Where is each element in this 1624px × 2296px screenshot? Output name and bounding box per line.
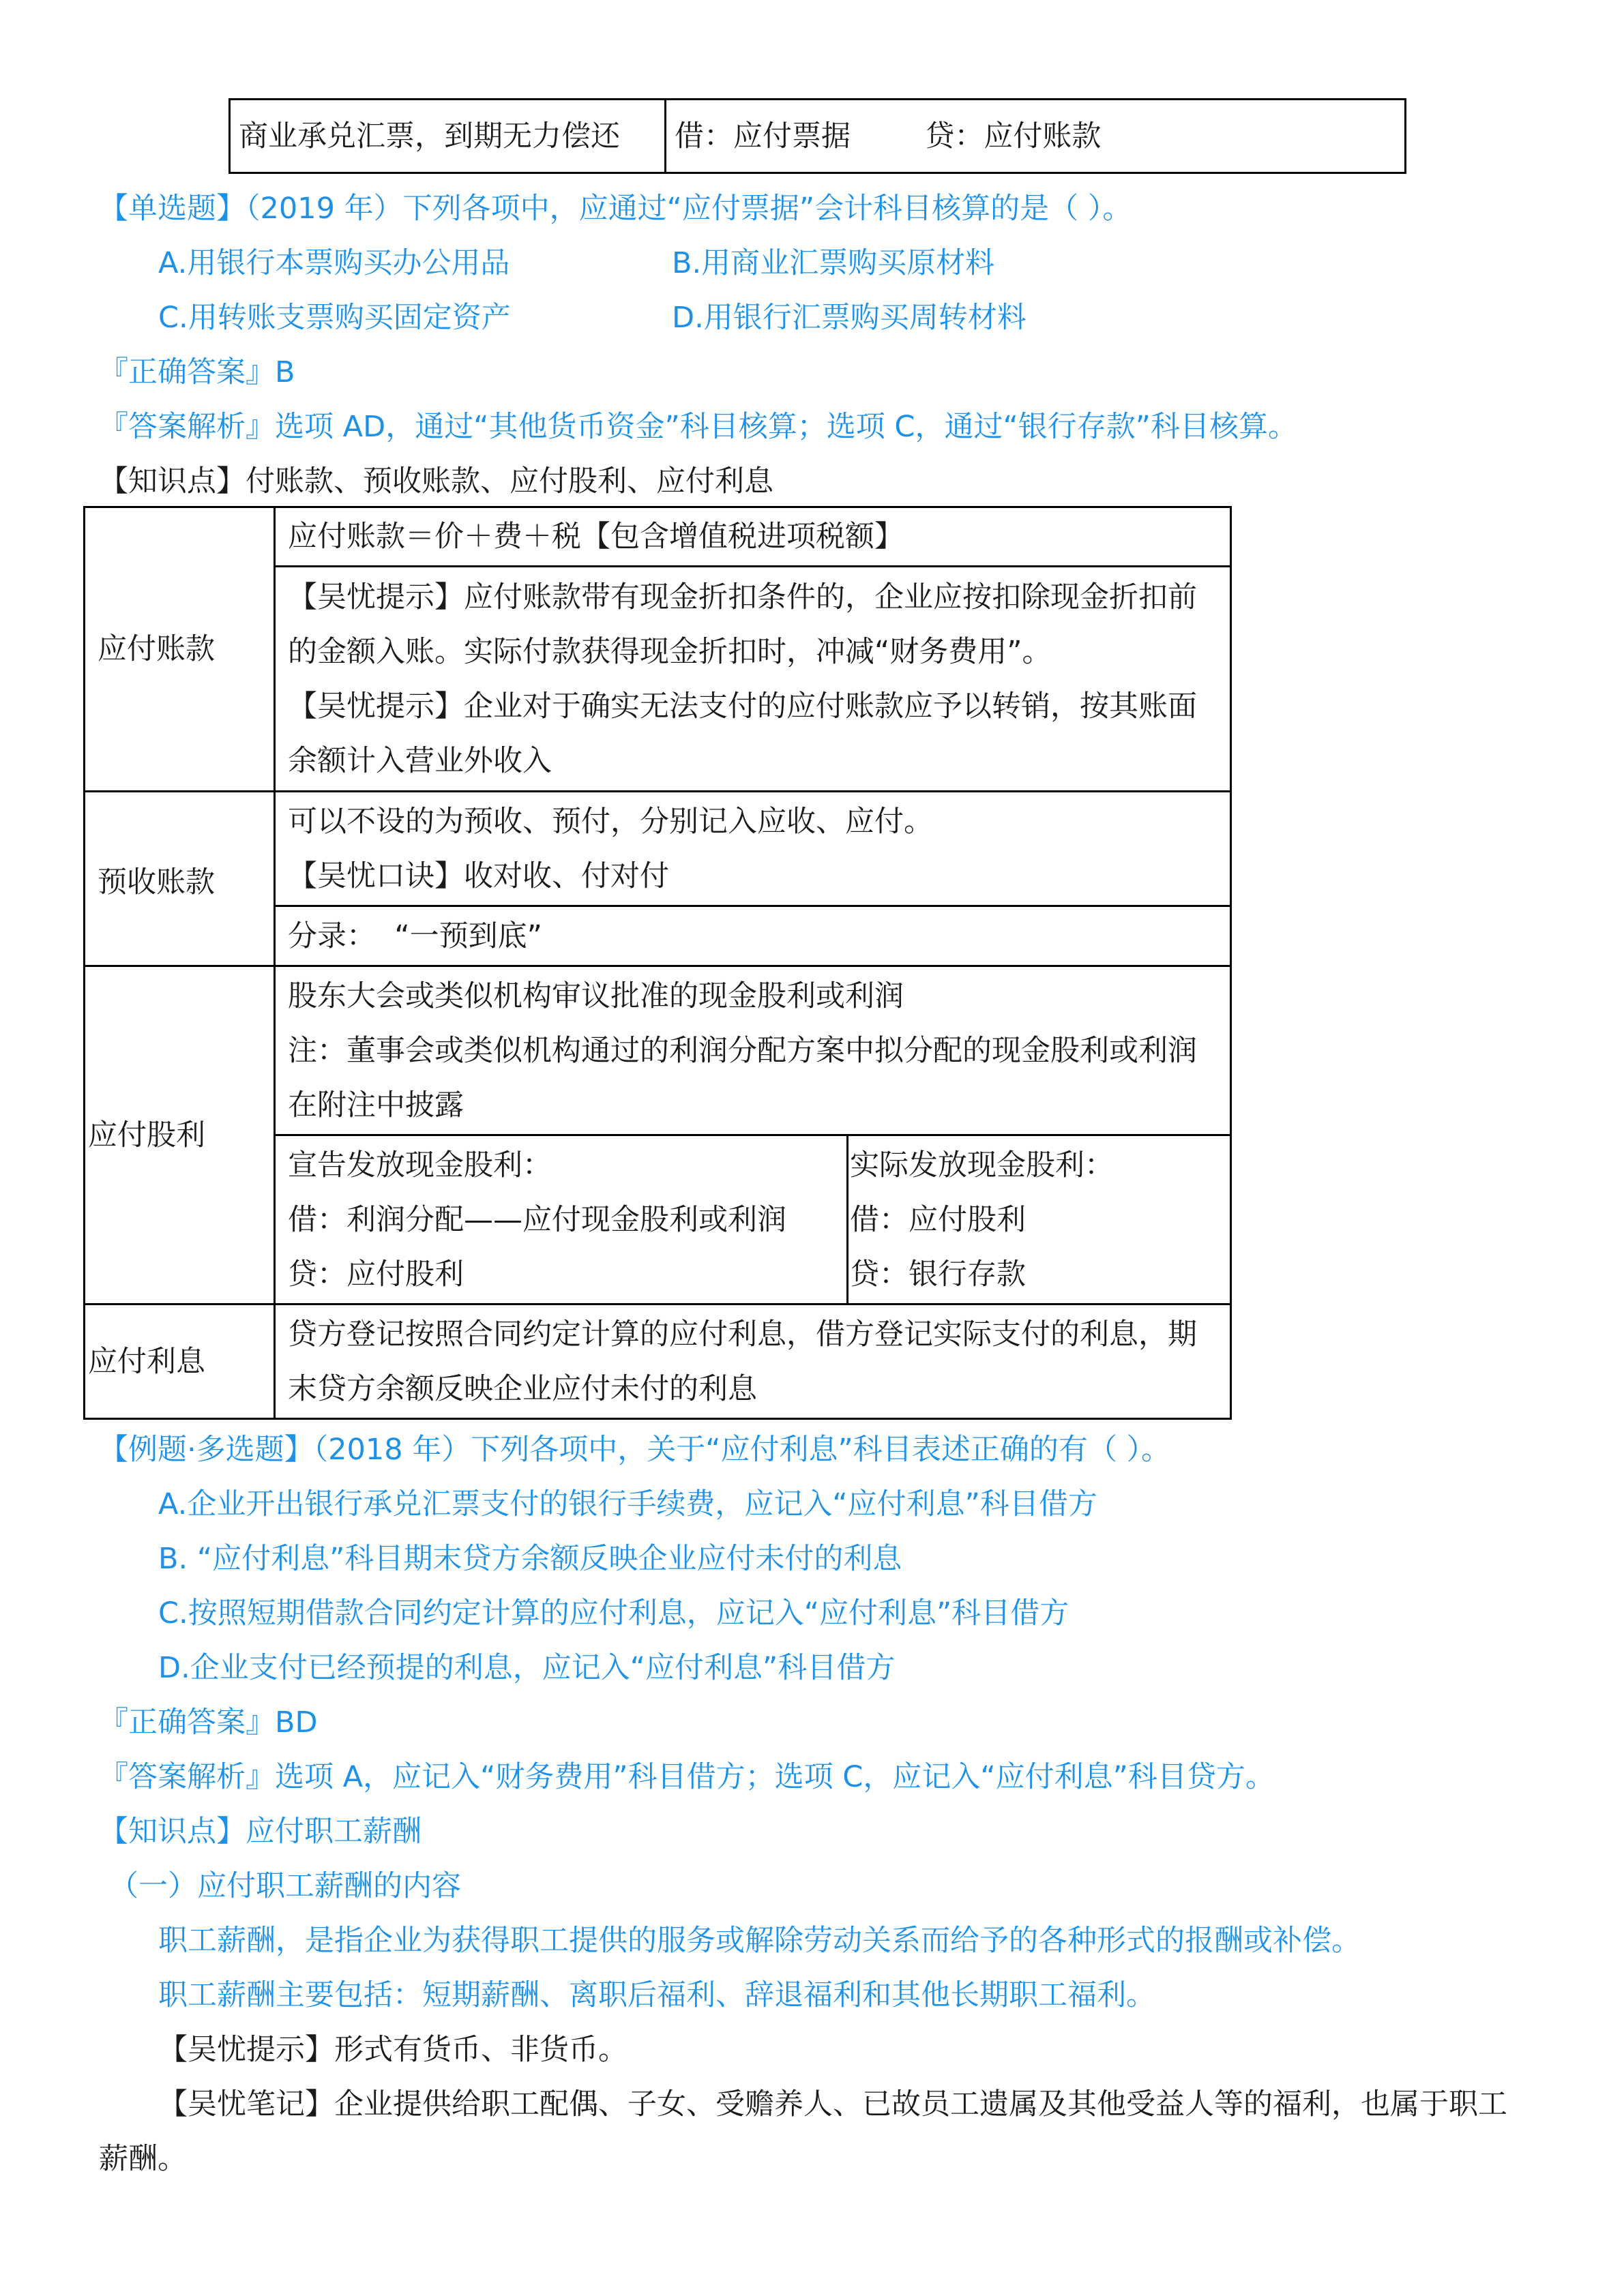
yszk-entry-cell	[275, 906, 1231, 966]
kp2-p2: 职工薪酬主要包括：短期薪酬、离职后福利、辞退福利和其他长期职工福利。	[158, 1978, 1155, 2012]
yfzk-tip1-a: 【吴忧提示】应付账款带有现金折扣条件的，企业应按扣除现金折扣前	[288, 580, 1197, 614]
top-table-left-cell	[230, 100, 666, 173]
yfzk-tips-cell	[275, 567, 1231, 792]
kp2-p1: 职工薪酬，是指企业为获得职工提供的服务或解除劳动关系而给予的各种形式的报酬或补偿。	[158, 1924, 1361, 1958]
yfgl-line2: 注：董事会或类似机构通过的利润分配方案中拟分配的现金股利或利润	[288, 1033, 1197, 1068]
kp2-subtitle: （一）应付职工薪酬的内容	[109, 1869, 461, 1903]
yfzk-formula-cell	[275, 507, 1231, 567]
yfgl-left3: 贷：应付股利	[288, 1257, 464, 1292]
yfzk-tip2-b: 余额计入营业外收入	[288, 743, 552, 778]
yfgl-right3: 贷：银行存款	[850, 1257, 1026, 1292]
top-table-right-cell	[666, 100, 1406, 173]
yszk-label: 预收账款	[98, 865, 215, 899]
yszk-line1: 可以不设的为预收、预付，分别记入应收、应付。	[288, 804, 933, 839]
q1-answer: 『正确答案』B	[99, 355, 295, 389]
yszk-label-cell	[85, 792, 275, 966]
yfgl-label: 应付股利	[88, 1118, 205, 1152]
yfgl-right2: 借：应付股利	[850, 1202, 1026, 1237]
kp1-title: 【知识点】付账款、预收账款、应付股利、应付利息	[99, 464, 773, 498]
kp1-table	[83, 506, 1232, 1420]
yfgl-text-cell	[275, 966, 1231, 1135]
yflx-line1: 贷方登记按照合同约定计算的应付利息，借方登记实际支付的利息，期	[288, 1317, 1197, 1352]
yfgl-line1: 股东大会或类似机构审议批准的现金股利或利润	[288, 979, 904, 1013]
yszk-line3: 分录： “一预到底”	[288, 919, 542, 953]
q2-analysis: 『答案解析』选项 A，应记入“财务费用”科目借方；选项 C，应记入“应付利息”科目贷方。	[99, 1760, 1275, 1794]
q1-option-c: C.用转账支票购买固定资产	[158, 301, 511, 335]
q2-option-b: B. “应付利息”科目期末贷方余额反映企业应付未付的利息	[158, 1542, 902, 1576]
yfgl-line3: 在附注中披露	[288, 1088, 464, 1122]
yfzk-label-cell	[85, 507, 275, 792]
top-table-left-text: 商业承兑汇票，到期无力偿还	[239, 119, 620, 153]
q2-option-a: A.企业开出银行承兑汇票支付的银行手续费，应记入“应付利息”科目借方	[158, 1487, 1097, 1521]
yflx-line2: 末贷方余额反映企业应付未付的利息	[288, 1371, 757, 1406]
q2-option-d: D.企业支付已经预提的利息，应记入“应付利息”科目借方	[158, 1651, 896, 1685]
yfgl-right1: 实际发放现金股利：	[850, 1148, 1114, 1182]
q1-analysis: 『答案解析』选项 AD，通过“其他货币资金”科目核算；选项 C，通过“银行存款”科目核算。	[99, 410, 1297, 444]
q2-option-c: C.按照短期借款合同约定计算的应付利息，应记入“应付利息”科目借方	[158, 1596, 1069, 1630]
q2-answer: 『正确答案』BD	[99, 1705, 318, 1740]
yfzk-label: 应付账款	[98, 632, 215, 666]
yflx-label-cell	[85, 1304, 275, 1419]
top-table-right-text: 借：应付票据 贷：应付账款	[675, 119, 1102, 153]
q2-title: 【例题·多选题】（2018 年）下列各项中，关于“应付利息”科目表述正确的有（ ）。	[99, 1433, 1170, 1467]
kp2-note-b: 薪酬。	[99, 2142, 187, 2176]
kp2-title: 【知识点】应付职工薪酬	[99, 1815, 422, 1849]
q1-option-b: B.用商业汇票购买原材料	[672, 246, 995, 280]
yszk-text-cell	[275, 792, 1231, 906]
q1-title: 【单选题】（2019 年）下列各项中，应通过“应付票据”会计科目核算的是（ ）。	[99, 192, 1132, 226]
kp2-note-a: 【吴忧笔记】企业提供给职工配偶、子女、受赡养人、已故员工遗属及其他受益人等的福利，也属于职工	[158, 2087, 1507, 2121]
q1-option-d: D.用银行汇票购买周转材料	[672, 301, 1027, 335]
q1-option-a: A.用银行本票购买办公用品	[158, 246, 510, 280]
yfzk-formula: 应付账款＝价＋费＋税【包含增值税进项税额】	[288, 520, 904, 554]
yfgl-declare-cell	[275, 1135, 848, 1304]
kp2-tip: 【吴忧提示】形式有货币、非货币。	[158, 2033, 628, 2067]
yfgl-left2: 借：利润分配——应付现金股利或利润	[288, 1202, 786, 1237]
yszk-line2: 【吴忧口诀】收对收、付对付	[288, 859, 669, 893]
yfgl-label-cell	[85, 966, 275, 1304]
yflx-label: 应付利息	[88, 1344, 205, 1379]
yfgl-pay-cell	[848, 1135, 1231, 1304]
yfzk-tip2-a: 【吴忧提示】企业对于确实无法支付的应付账款应予以转销，按其账面	[288, 689, 1197, 724]
top-entry-table	[228, 98, 1406, 174]
yfgl-left1: 宣告发放现金股利：	[288, 1148, 552, 1182]
yfzk-tip1-b: 的金额入账。实际付款获得现金折扣时，冲减“财务费用”。	[288, 634, 1052, 669]
yflx-text-cell	[275, 1304, 1231, 1419]
